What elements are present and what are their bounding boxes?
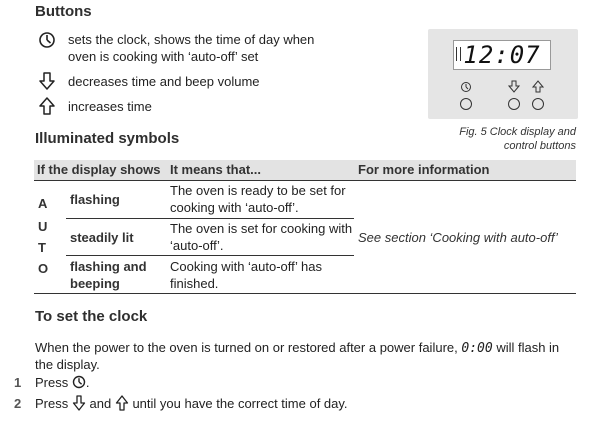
row2-rule	[66, 255, 354, 256]
step2-text	[35, 395, 348, 412]
step2-text-before: Press	[35, 396, 69, 411]
row1-meaning-line1: The oven is ready to be set for	[170, 183, 346, 198]
arrow-up-icon	[38, 97, 56, 115]
clock-button-description-line1: sets the clock, shows the time of day when	[68, 32, 315, 47]
figure-caption-line1: Fig. 5 Clock display and	[459, 126, 576, 138]
set-clock-paragraph-line2: the display.	[35, 357, 100, 372]
down-button-description: decreases time and beep volume	[68, 74, 260, 89]
table-header-rule	[34, 180, 576, 181]
row3-meaning-line1: Cooking with ‘auto-off’ has	[170, 259, 322, 274]
table-header-more-info: For more information	[358, 162, 490, 177]
illuminated-symbols-heading: Illuminated symbols	[35, 130, 180, 147]
row3-state-line1: flashing and	[70, 259, 147, 274]
auto-letter-o: O	[38, 261, 49, 276]
table-bottom-rule	[34, 293, 576, 294]
clock-button-description-line2: oven is cooking with ‘auto-off’ set	[68, 49, 259, 64]
clock-icon	[38, 31, 56, 49]
clock-display-panel	[428, 29, 578, 119]
step2-text-after: until you have the correct time of day.	[132, 396, 348, 411]
auto-letter-a: A	[38, 196, 48, 211]
step2-text-mid: and	[89, 396, 112, 411]
paragraph-display-value: 0:00	[461, 341, 493, 356]
figure-caption-line2: control buttons	[503, 140, 576, 152]
row3-state-line2: beeping	[70, 276, 120, 291]
row1-state: flashing	[70, 192, 120, 207]
panel-arrow-up-icon	[532, 80, 544, 93]
set-clock-paragraph-line1	[35, 339, 559, 357]
step2-arrow-down-icon	[72, 395, 86, 411]
panel-arrow-down-icon	[508, 80, 520, 93]
auto-letter-t: T	[38, 240, 46, 255]
paragraph-text-part1: When the power to the oven is turned on or restored after a power failure,	[35, 340, 458, 355]
arrow-down-icon	[38, 72, 56, 90]
row1-rule	[66, 218, 354, 219]
step1-clock-icon	[72, 374, 86, 390]
step1-text-after: .	[85, 375, 90, 390]
panel-clock-icon	[460, 81, 472, 93]
display-indicator	[456, 47, 461, 61]
down-button[interactable]	[508, 98, 520, 110]
row2-state: steadily lit	[70, 230, 134, 245]
row2-meaning-line1: The oven is set for cooking with	[170, 221, 353, 236]
step1-number: 1	[14, 375, 22, 390]
up-button[interactable]	[532, 98, 544, 110]
row1-meaning-line2: cooking with ‘auto-off’.	[170, 200, 299, 215]
set-clock-heading: To set the clock	[35, 308, 148, 325]
step1-text	[35, 374, 89, 391]
buttons-heading: Buttons	[35, 3, 92, 20]
clock-display: 12:07	[453, 40, 551, 70]
step2-number: 2	[14, 396, 22, 411]
step2-arrow-up-icon	[115, 395, 129, 411]
up-button-description: increases time	[68, 99, 152, 114]
table-header-meaning: It means that...	[170, 162, 262, 177]
step1-text-before: Press	[35, 375, 69, 390]
table-header-display: If the display shows	[37, 162, 161, 177]
auto-letter-u: U	[38, 219, 48, 234]
more-info-reference: See section ‘Cooking with auto-off’	[358, 230, 558, 245]
paragraph-text-part2: will flash in	[496, 340, 560, 355]
row2-meaning-line2: ‘auto-off’.	[170, 238, 224, 253]
row3-meaning-line2: finished.	[170, 276, 219, 291]
clock-button[interactable]	[460, 98, 472, 110]
